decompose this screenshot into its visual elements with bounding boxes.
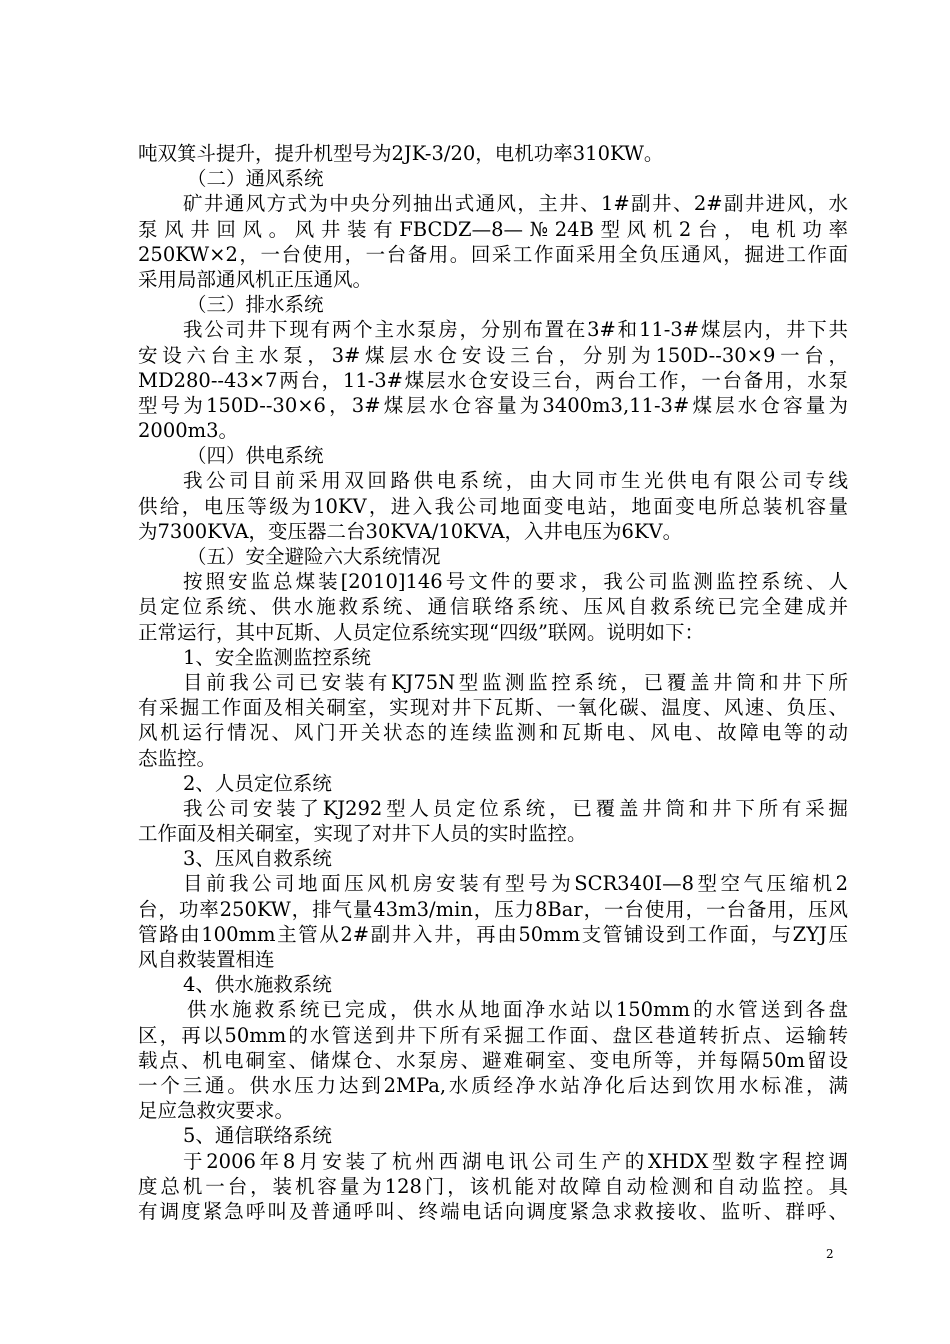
document-body [138, 141, 848, 1224]
text-line: 我公司安装了KJ292型人员定位系统，已覆盖井筒和井下所有采掘 [183, 796, 848, 820]
text-line: （二）通风系统 [187, 167, 324, 191]
text-line: 250KW×2，一台使用，一台备用。回采工作面采用全负压通风，掘进工作面 [138, 242, 848, 266]
text-line: 采用局部通风机正压通风。 [138, 267, 373, 291]
text-line: 目前我公司已安装有KJ75N型监测监控系统，已覆盖井筒和井下所 [183, 670, 848, 694]
text-line: （四）供电系统 [187, 444, 324, 468]
text-line: 载点、机电硐室、储煤仓、水泵房、避难硐室、变电所等，并每隔50m留设 [138, 1048, 848, 1072]
text-line: 有采掘工作面及相关硐室，实现对井下瓦斯、一氧化碳、温度、风速、负压、 [138, 696, 848, 720]
text-line: 安设六台主水泵，3#煤层水仓安设三台，分别为150D--30×9一台， [138, 343, 848, 367]
text-line: 台，功率250KW，排气量43m3/min，压力8Bar，一台使用，一台备用，压风 [138, 897, 848, 921]
text-line: 为7300KVA，变压器二台30KVA/10KVA，入井电压为6KV。 [138, 519, 683, 543]
text-line: 我公司目前采用双回路供电系统，由大同市生光供电有限公司专线 [183, 469, 848, 493]
text-line: 3、压风自救系统 [183, 847, 332, 871]
text-line: （三）排水系统 [187, 293, 324, 317]
text-line: 工作面及相关硐室，实现了对井下人员的实时监控。 [138, 822, 587, 846]
text-line: （五）安全避险六大系统情况 [187, 545, 441, 568]
text-line: 我公司井下现有两个主水泵房，分别布置在3#和11-3#煤层内，井下共 [183, 318, 848, 342]
text-line: 2000m3。 [138, 419, 239, 443]
text-line: 足应急救灾要求。 [138, 1099, 295, 1123]
text-line: 泵风井回风。风井装有FBCDZ—8—№24B型风机2台，电机功率 [138, 217, 848, 241]
text-line: 供给，电压等级为10KV，进入我公司地面变电站，地面变电所总装机容量 [138, 494, 848, 518]
text-line: 矿井通风方式为中央分列抽出式通风，主井、1#副井、2#副井进风，水 [183, 192, 848, 216]
text-line: 区，再以50mm的水管送到井下所有采掘工作面、盘区巷道转折点、运输转 [138, 1023, 848, 1047]
text-line: 5、通信联络系统 [183, 1124, 332, 1148]
text-line: 目前我公司地面压风机房安装有型号为SCR340I—8型空气压缩机2 [183, 872, 848, 896]
text-line: 一个三通。供水压力达到2MPa,水质经净水站净化后达到饮用水标准，满 [138, 1073, 848, 1097]
text-line: 态监控。 [138, 746, 217, 770]
text-line: 按照安监总煤装[2010]146号文件的要求，我公司监测监控系统、人 [183, 570, 848, 594]
text-line: 4、供水施救系统 [183, 973, 332, 997]
page-number: 2 [826, 1247, 834, 1261]
text-line: 风机运行情况、风门开关状态的连续监测和瓦斯电、风电、故障电等的动 [138, 721, 848, 745]
text-line: 于2006年8月安装了杭州西湖电讯公司生产的XHDX型数字程控调 [183, 1149, 848, 1173]
text-line: 风自救装置相连 [138, 948, 275, 971]
text-line: 吨双箕斗提升，提升机型号为2JK-3/20，电机功率310KW。 [138, 142, 664, 165]
text-line: 管路由100mm主管从2#副井入井，再由50mm支管铺设到工作面，与ZYJ压 [138, 922, 848, 946]
text-line: 员定位系统、供水施救系统、通信联络系统、压风自救系统已完全建成并 [138, 595, 848, 619]
text-line: MD280--43×7两台，11-3#煤层水仓安设三台，两台工作，一台备用，水泵 [138, 368, 848, 392]
text-line: 度总机一台，装机容量为128门，该机能对故障自动检测和自动监控。具 [138, 1174, 848, 1198]
text-line: 型号为150D--30×6，3#煤层水仓容量为3400m3,11-3#煤层水仓容量为 [138, 393, 848, 417]
text-line: 正常运行，其中瓦斯、人员定位系统实现“四级”联网。说明如下： [138, 620, 704, 644]
text-line: 1、安全监测监控系统 [183, 645, 371, 669]
text-line: 供水施救系统已完成，供水从地面净水站以150mm的水管送到各盘 [187, 998, 848, 1022]
text-line: 有调度紧急呼叫及普通呼叫、终端电话向调度紧急求救接收、监听、群呼、 [138, 1199, 848, 1223]
text-line: 2、人员定位系统 [183, 771, 332, 795]
